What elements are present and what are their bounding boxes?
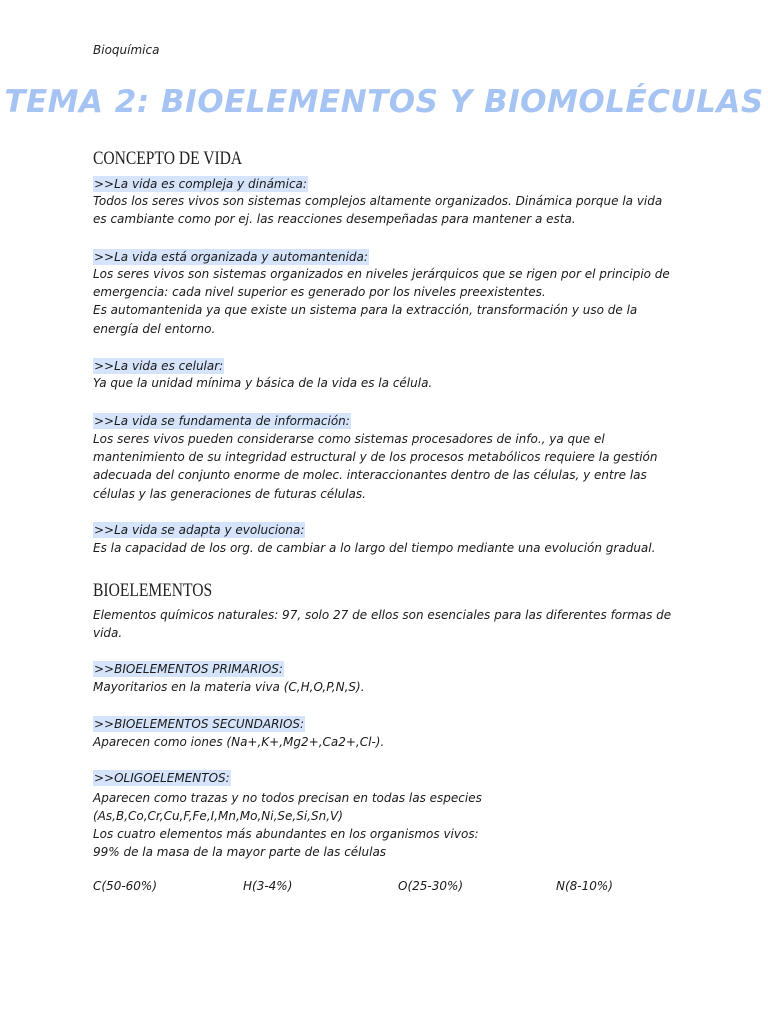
paragraph: Ya que la unidad mínima y básica de la vida es la célula. xyxy=(93,376,433,390)
subject-header: Bioquímica xyxy=(93,43,160,57)
highlight-label: >>BIOELEMENTOS PRIMARIOS: xyxy=(94,662,283,676)
paragraph: Los seres vivos son sistemas organizados en niveles jerárquicos que se rigen por el principio de emergencia: cada nivel superior es generado por los niveles preexistentes. Es automantenida ya que existe un sistema para la extracción, transformación y uso de la energía del entorno. xyxy=(93,267,670,336)
paragraph-intro: Elementos químicos naturales: 97, solo 27 de ellos son esenciales para las diferentes formas de vida. xyxy=(93,608,672,641)
highlight-label: >>La vida es celular: xyxy=(94,359,224,373)
highlight-label: >>OLIGOELEMENTOS: xyxy=(94,771,230,785)
percentage-oxygen: O(25-30%) xyxy=(398,879,464,893)
page-title: TEMA 2: BIOELEMENTOS Y BIOMOLÉCULAS xyxy=(4,84,764,120)
percentage-hydrogen: H(3-4%) xyxy=(243,879,293,893)
highlight-label: >>BIOELEMENTOS SECUNDARIOS: xyxy=(94,717,305,731)
highlight-label: >>La vida es compleja y dinámica: xyxy=(94,177,307,191)
highlight-label: >>La vida se fundamenta de información: xyxy=(94,414,350,428)
paragraph: Es la capacidad de los org. de cambiar a lo largo del tiempo mediante una evolución gradual. xyxy=(93,541,656,555)
paragraph: Mayoritarios en la materia viva (C,H,O,P,N,S). xyxy=(93,680,365,694)
highlight-label: >>La vida se adapta y evoluciona: xyxy=(94,523,305,537)
section-heading-bioelementos: BIOELEMENTOS xyxy=(93,580,213,601)
section-heading-concepto: CONCEPTO DE VIDA xyxy=(93,148,243,169)
percentage-nitrogen: N(8-10%) xyxy=(556,879,613,893)
highlight-label: >>La vida está organizada y automantenida: xyxy=(94,250,368,264)
paragraph: Aparecen como trazas y no todos precisan en todas las especies (As,B,Co,Cr,Cu,F,Fe,I,Mn,Mo,Ni,Se,Si,Sn,V) Los cuatro elementos más abundantes en los organismos vivos: 99% de la masa de la mayor parte de las células xyxy=(93,791,482,859)
paragraph: Todos los seres vivos son sistemas complejos altamente organizados. Dinámica porque la vida es cambiante como por ej. las reacciones desempeñadas para mantener a esta. xyxy=(93,194,663,227)
paragraph: Aparecen como iones (Na+,K+,Mg2+,Ca2+,Cl-). xyxy=(93,735,385,749)
paragraph: Los seres vivos pueden considerarse como sistemas procesadores de info., ya que el mantenimiento de su integridad estructural y de los procesos metabólicos requiere la gestión adecuada del conjunto enorme de molec. interaccionantes dentro de las células, y entre las células y las generaciones de futuras células. xyxy=(93,432,658,501)
percentage-carbon: C(50-60%) xyxy=(93,879,158,893)
